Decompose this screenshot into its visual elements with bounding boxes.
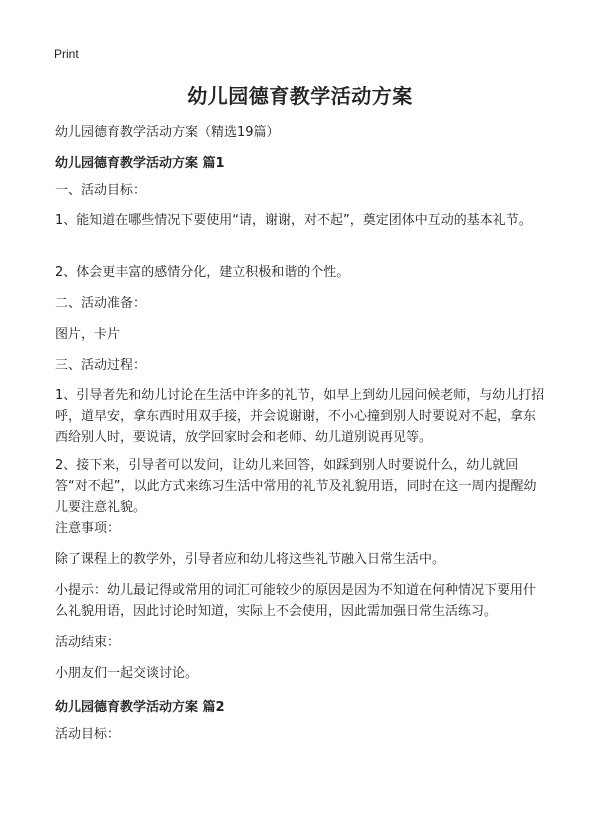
paragraph: 除了课程上的教学外，引导者应和幼儿将这些礼节融入日常生活中。 <box>55 552 446 567</box>
print-link[interactable]: Print <box>54 47 79 61</box>
paragraph: 注意事项： <box>55 521 121 536</box>
paragraph: 图片，卡片 <box>55 327 121 342</box>
paragraph: 一、活动目标： <box>55 183 147 198</box>
paragraph: 小提示：幼儿最记得或常用的词汇可能较少的原因是因为不知道在何种情况下要用什么礼貌用语，因此讨论时知道，实际上不会使用，因此需加强日常生活练习。 <box>55 583 537 619</box>
page-title: 幼儿园德育教学活动方案 <box>187 84 413 108</box>
section-heading-1: 幼儿园德育教学活动方案 篇1 <box>55 156 225 171</box>
paragraph: 1、能知道在哪些情况下要使用“请，谢谢，对不起”，奠定团体中互动的基本礼节。 <box>55 213 532 228</box>
paragraph: 1、引导者先和幼儿讨论在生活中许多的礼节，如早上到幼儿园问候老师，与幼儿打招呼，道早安，拿东西时用双手接，并会说谢谢，不小心撞到别人时要说对不起，拿东西给别人时，要说请，放学回家时会和老师、幼儿道别说再见等。 <box>55 388 545 445</box>
paragraph: 三、活动过程： <box>55 358 147 373</box>
paragraph: 2、接下来，引导者可以发问，让幼儿来回答，如踩到别人时要说什么，幼儿就回答“对不起”，以此方式来练习生活中常用的礼节及礼貌用语，同时在这一周内提醒幼儿要注意礼貌。 <box>55 458 537 515</box>
paragraph: 活动目标： <box>55 727 121 742</box>
paragraph: 小朋友们一起交谈讨论。 <box>55 666 199 681</box>
paragraph: 二、活动准备： <box>55 296 147 311</box>
paragraph: 2、体会更丰富的感情分化，建立积极和谐的个性。 <box>55 265 350 280</box>
paragraph: 活动结束： <box>55 635 121 650</box>
document-subtitle: 幼儿园德育教学活动方案（精选19篇） <box>55 125 280 140</box>
section-heading-2: 幼儿园德育教学活动方案 篇2 <box>55 700 225 715</box>
